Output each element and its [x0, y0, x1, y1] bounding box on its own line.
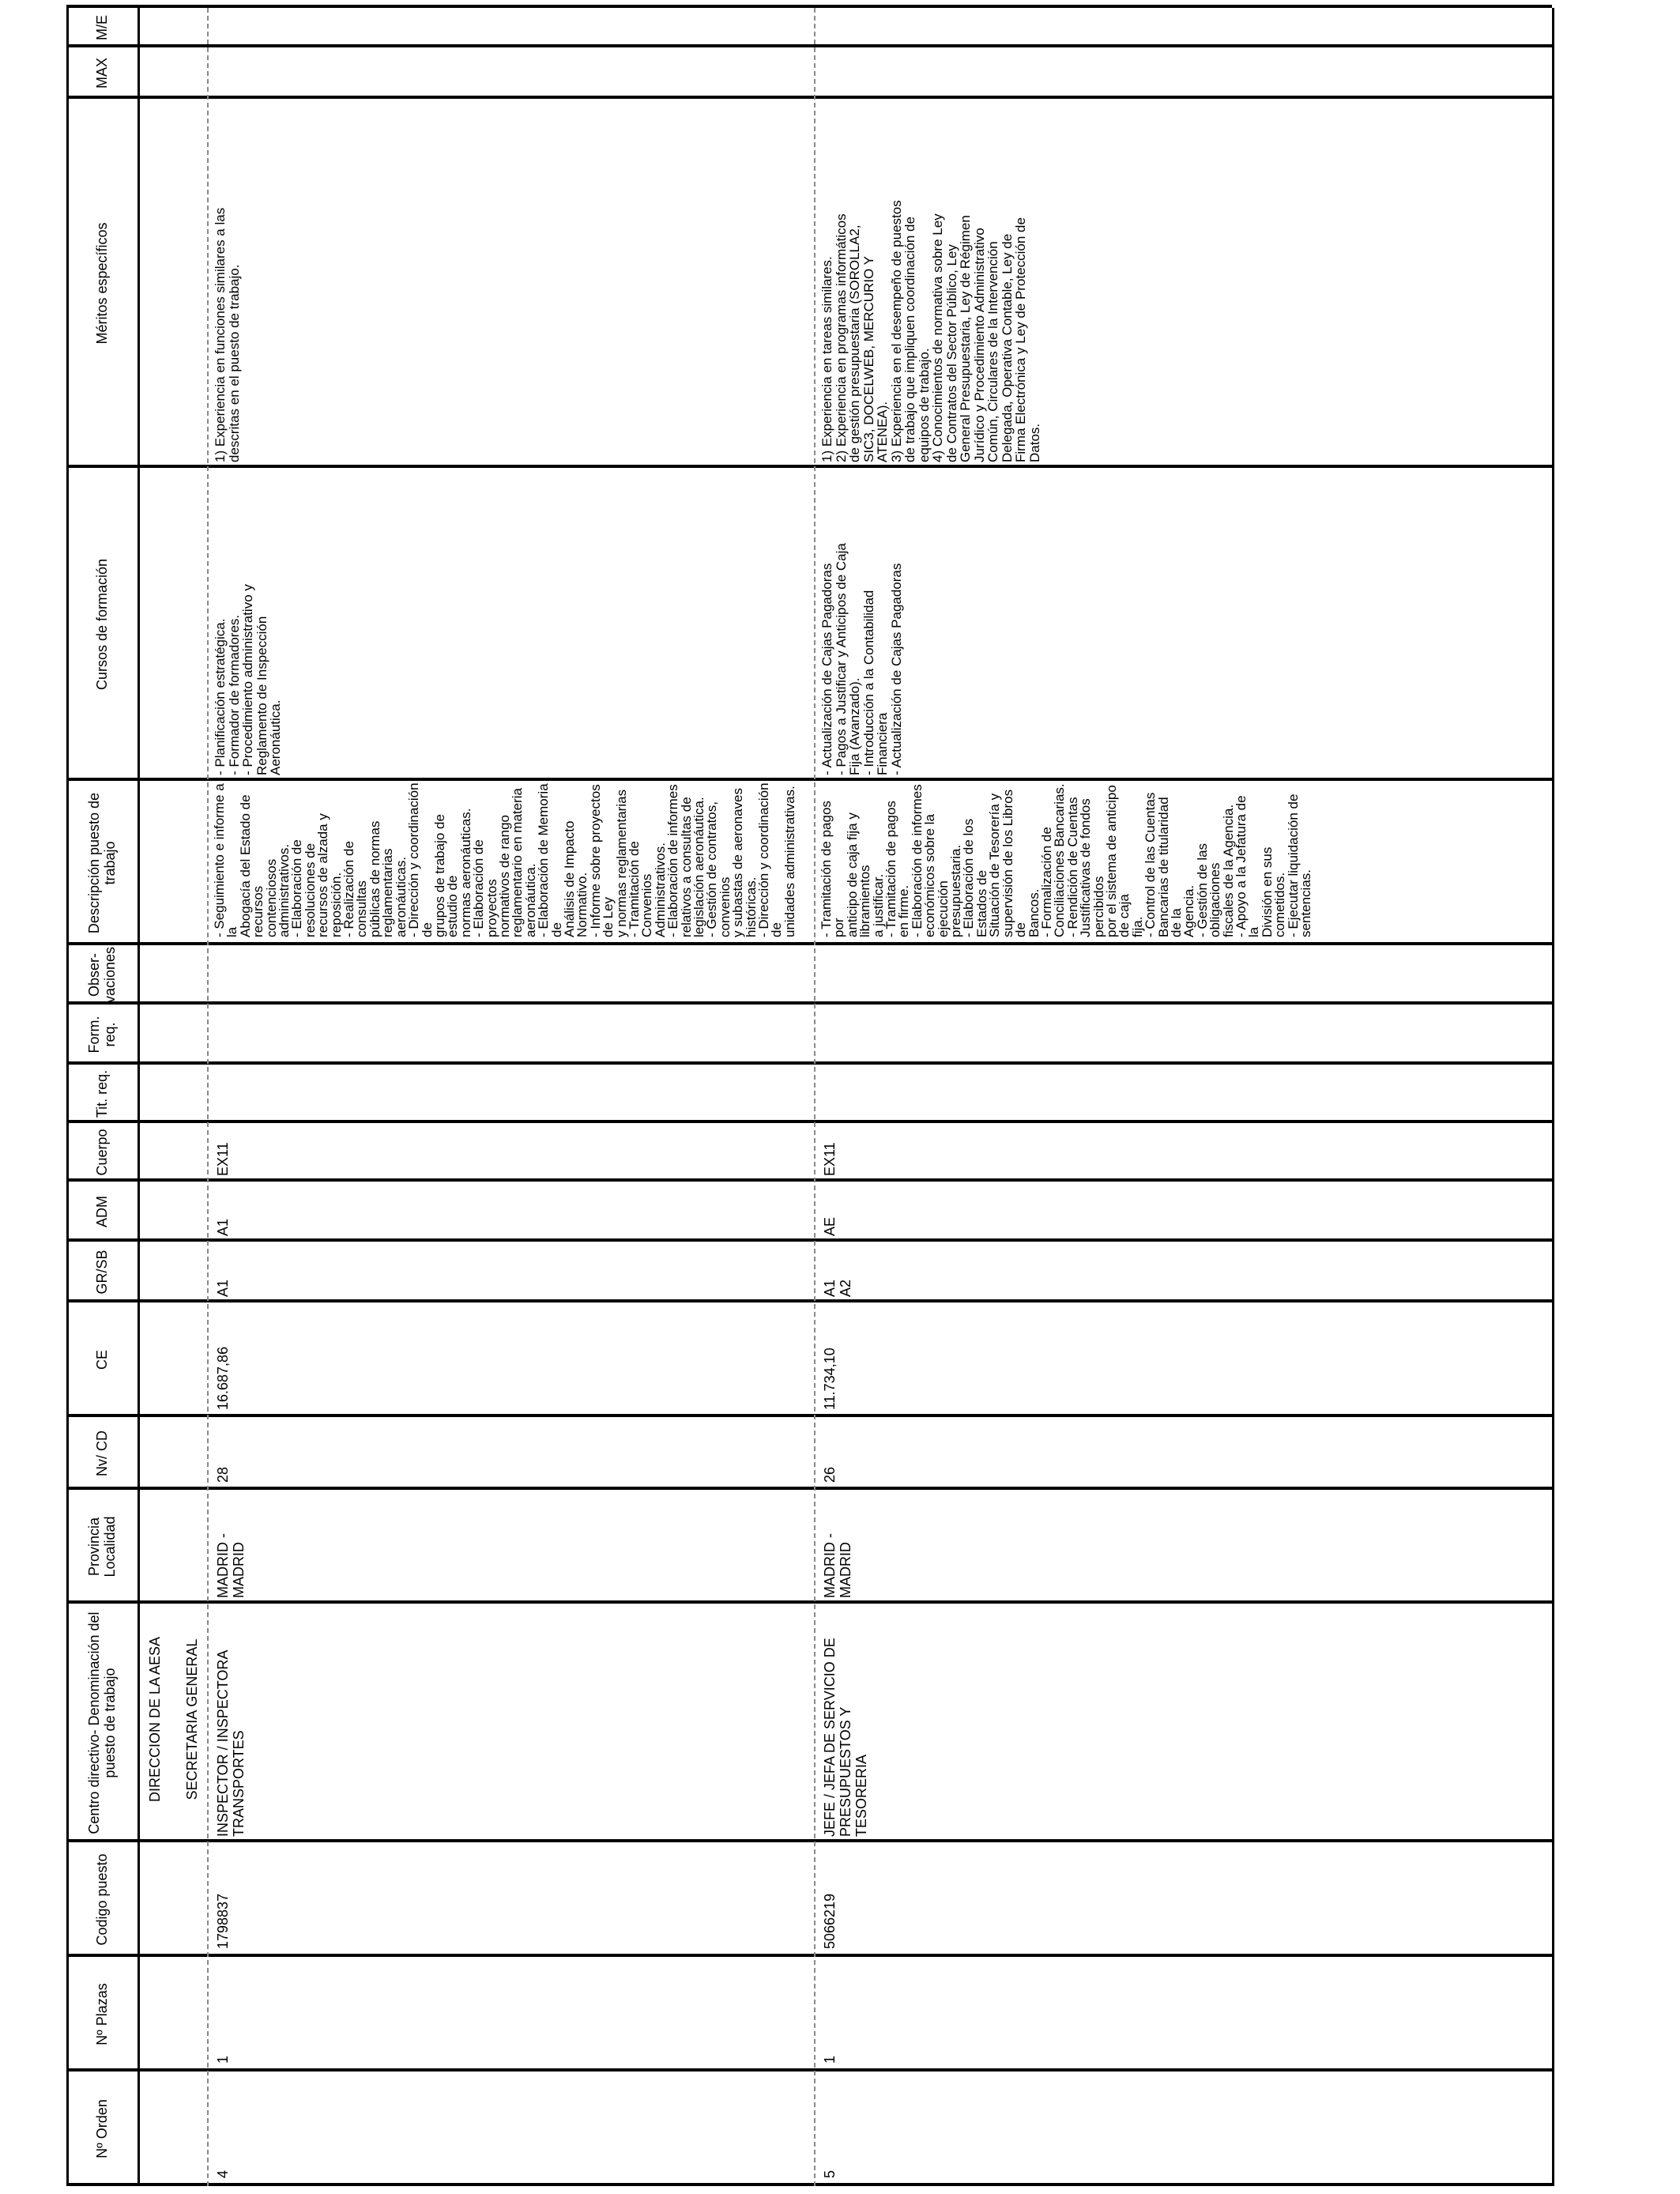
header-plazas: Nº Plazas: [94, 1983, 110, 2045]
row1-provincia: MADRID - MADRID: [215, 1533, 247, 1598]
row1-descripcion: - Seguimiento e informe a la Abogacía del Estado de recursos contenciosos administrativos. - Elaboración de resoluciones de recursos de alzada y reposición. - Realización de consultas públicas de normas reglamentarias aeronáuticas. - Dirección y coordinación de grupos de trabajo de estudio de normas aeronáuticas. - Elaboración de proyectos normativos de rango reglamentario en materia aeronáutica. - Elaboración de Memoria de Análisis de Impacto Normativo. - Informe sobre proyectos de Ley y normas reglamentarias - Tramitación de Convenios Administrativos. - Elaboración de informes relativos a consultas de legislación aeronáutica. - Gestión de contratos, convenios y subastas de aeronaves históricas. - Dirección y coordinación de unidades administrativas.: [212, 782, 797, 937]
row2-denominacion: JEFE / JEFA DE SERVICIO DE PRESUPUESTOS Y TESORERIA: [822, 1638, 869, 1837]
header-divider: [137, 8, 140, 2186]
row2-orden: 5: [822, 2169, 838, 2178]
column-divider: [66, 1839, 1552, 1842]
row1-orden: 4: [215, 2169, 231, 2178]
header-titulacion: Tit. req.: [94, 1069, 110, 1118]
column-divider: [66, 96, 1552, 99]
row2-cuerpo: EX11: [822, 1142, 838, 1176]
row1-denominacion: INSPECTOR / INSPECTORA TRANSPORTES: [215, 1649, 247, 1837]
column-divider: [66, 1600, 1552, 1604]
row1-plazas: 1: [215, 2055, 231, 2064]
header-orden: Nº Orden: [94, 2099, 110, 2158]
header-meritos: Méritos específicos: [94, 222, 110, 345]
header-cuerpo: Cuerpo: [94, 1129, 110, 1176]
column-divider: [66, 1299, 1552, 1302]
column-divider: [66, 465, 1552, 468]
header-formacion: Form. req.: [86, 1016, 118, 1054]
column-divider: [66, 1001, 1552, 1005]
table-border-bottom: [1552, 8, 1554, 2186]
column-divider: [66, 1238, 1552, 1242]
table-border-left: [66, 2183, 1552, 2186]
row2-descripcion: - Tramitación de pagos por anticipo de caja fija y libramientos a justificar. - Tramitación de pagos en firme. - Elaboración de informes económicos sobre la ejecución presupuestaria. - Elaboración de los Estados de Situación de Tesorería y supervisión de los Libros de Bancos. - Formalización de Conciliaciones Bancarias. - Rendición de Cuentas Justificativas de fondos percibidos por el sistema de anticipo de caja fija. - Control de las Cuentas Bancarias de titularidad de la Agencia. - Gestión de las obligaciones fiscales de la Agencia. - Apoyo a la Jefatura de la División en sus cometidos. - Ejecutar liquidación de sentencias.: [819, 783, 1314, 937]
column-divider: [66, 1120, 1552, 1123]
column-divider: [66, 44, 1552, 47]
row2-nivel: 26: [822, 1466, 838, 1483]
header-observaciones: Obser- vaciones: [86, 946, 118, 1004]
header-grupo: GR/SB: [94, 1250, 110, 1295]
header-provincia: Provincia Localidad: [86, 1516, 118, 1578]
header-descripcion: Descripción puesto de trabajo: [86, 792, 118, 934]
table-border-right: [66, 5, 1552, 8]
header-adm: ADM: [94, 1196, 110, 1227]
column-divider: [66, 1954, 1552, 1957]
group-secretaria: SECRETARIA GENERAL: [184, 1638, 200, 1800]
header-cursos: Cursos de formación: [94, 558, 110, 691]
group-direccion: DIRECCION DE LA AESA: [147, 1636, 163, 1803]
header-codigo: Codigo puesto: [94, 1853, 110, 1946]
row1-meritos: 1) Experiencia en funciones similares a las descritas en el puesto de trabajo.: [213, 207, 242, 462]
column-divider: [66, 1487, 1552, 1490]
row2-codigo: 5066219: [822, 1893, 838, 1949]
row1-ce: 16.687,86: [215, 1346, 231, 1410]
row1-cuerpo: EX11: [215, 1142, 231, 1176]
row2-adm: AE: [822, 1216, 838, 1236]
header-nivel: Nv/ CD: [94, 1431, 110, 1476]
row2-grupo: A1 A2: [822, 1279, 853, 1297]
row2-ce: 11.734,10: [822, 1348, 838, 1410]
column-divider: [66, 2068, 1552, 2071]
column-divider: [66, 778, 1552, 781]
row2-provincia: MADRID - MADRID: [822, 1533, 853, 1598]
header-centro: Centro directivo- Denominación del puesto de trabajo: [86, 1612, 118, 1834]
row1-nivel: 28: [215, 1466, 231, 1483]
row-separator: [207, 8, 209, 2186]
header-max: MAX: [94, 58, 110, 89]
header-me: M/E: [94, 15, 110, 41]
column-divider: [66, 942, 1552, 945]
row2-plazas: 1: [822, 2055, 838, 2064]
column-divider: [66, 1061, 1552, 1065]
row2-cursos: - Actualización de Cajas Pagadoras - Pagos a Justificar y Anticipos de Caja Fija (Avanzado). - Introducción a la Contabilidad Financiera - Actualización de Cajas Pagadoras: [819, 543, 904, 775]
row2-meritos: 1) Experiencia en tareas similares. 2) Experiencia en programas informáticos de gestión presupuestaria (SOROLLA2, SIC3, DOCELWEB, MERCURIO Y ATENEA). 3) Experiencia en el desempeño de puestos de trabajo que impliquen coordinación de equipos de trabajo. 4) Conocimientos de normativa sobre Ley de Contratos del Sector Público, Ley General Presupuestaria, Ley de Régimen Jurídico y Procedimiento Administrativo Común, Circulares de la Intervención Delegada, Operativa Contable, Ley de Firma Electrónica y Ley de Protección de Datos.: [819, 200, 1042, 462]
row1-codigo: 1798837: [215, 1893, 231, 1949]
row1-grupo: A1: [215, 1279, 231, 1297]
column-divider: [66, 1414, 1552, 1417]
row-separator: [814, 8, 816, 2186]
row1-cursos: - Planificación estratégica. - Formador de formadores. - Procedimiento administrativo y Reglamento de Inspección Aeronáutica.: [213, 584, 283, 775]
row1-adm: A1: [215, 1218, 231, 1236]
header-ce: CE: [94, 1350, 110, 1370]
column-divider: [66, 1178, 1552, 1182]
